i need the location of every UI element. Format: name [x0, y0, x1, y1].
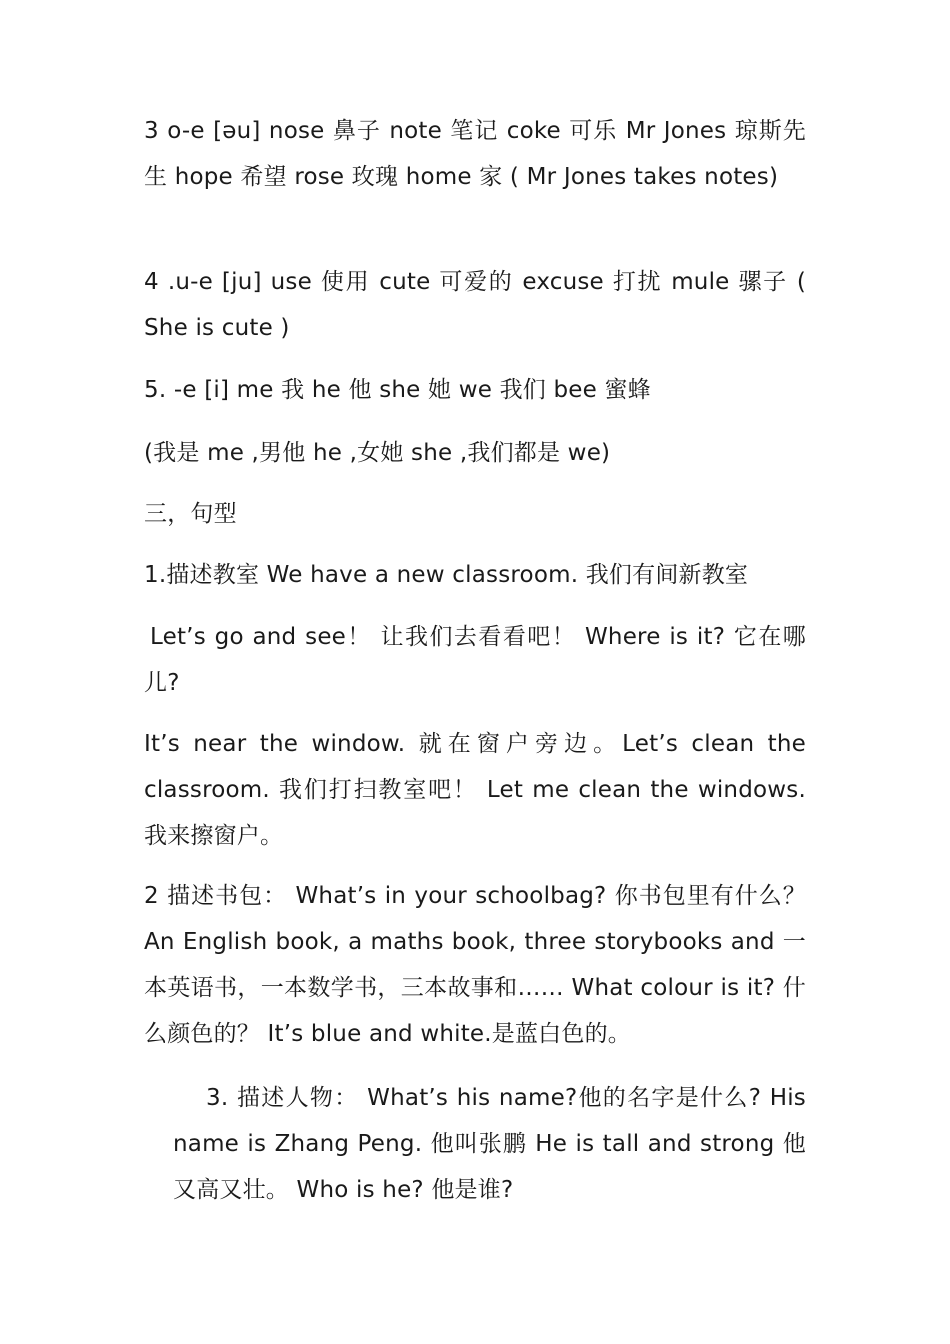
section-heading-sentence-patterns: 三，句型 [144, 501, 237, 527]
paragraph-lets-go-see: Let’s go and see！ 让我们去看看吧！ Where is it? 它在哪儿? [144, 624, 806, 696]
paragraph-describe-classroom: 1.描述教室 We have a new classroom. 我们有间新教室 [144, 562, 749, 588]
paragraph-describe-schoolbag: 2 描述书包： What’s in your schoolbag? 你书包里有什么？An English book, a maths book, three storybooks and 一本英语书，一本数学书，三本故事和…… What colour is it? 什么颜色的？ It’s blue and white.是蓝白色的。 [144, 883, 806, 1047]
paragraph-pronoun-rhyme: (我是 me ,男他 he ,女她 she ,我们都是 we) [144, 440, 611, 466]
paragraph-near-window: It’s near the window. 就在窗户旁边。Let’s clean the classroom. 我们打扫教室吧！ Let me clean the windows. 我来擦窗户。 [144, 731, 806, 849]
paragraph-phonics-u-e: 4 .u-e [ju] use 使用 cute 可爱的 excuse 打扰 mule 骡子 ( She is cute ) [144, 269, 806, 341]
paragraph-phonics-o-e: 3 o-e [əu] nose 鼻子 note 笔记 coke 可乐 Mr Jones 琼斯先生 hope 希望 rose 玫瑰 home 家 ( Mr Jones takes notes) [144, 118, 806, 190]
paragraph-describe-person: 3. 描述人物： What’s his name?他的名字是什么? His name is Zhang Peng. 他叫张鹏 He is tall and strong 他又高又壮。 Who is he? 他是谁? [173, 1085, 806, 1203]
paragraph-phonics-e: 5. -e [i] me 我 he 他 she 她 we 我们 bee 蜜蜂 [144, 377, 651, 403]
